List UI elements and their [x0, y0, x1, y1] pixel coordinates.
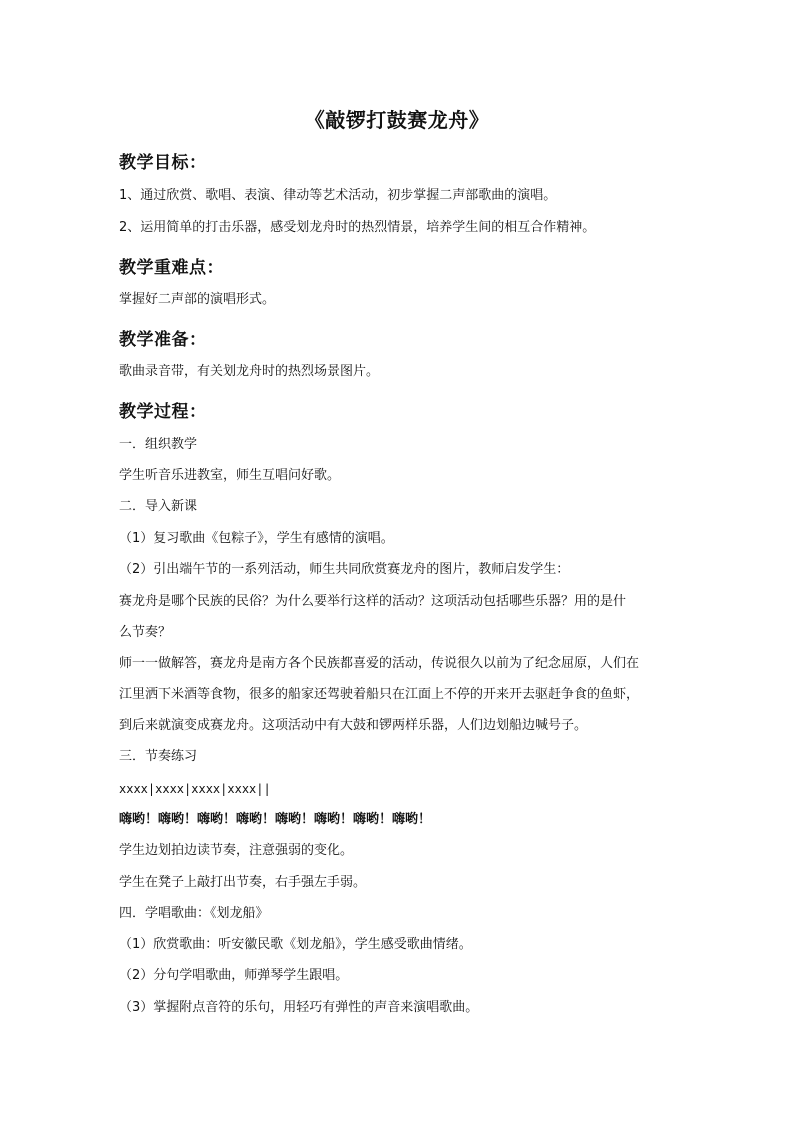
process-line: 到后来就演变成赛龙舟。这项活动中有大鼓和锣两样乐器，人们边划船边喊号子。	[119, 718, 588, 733]
goal-item-1: 1、通过欣赏、歌唱、表演、律动等艺术活动，初步掌握二声部歌曲的演唱。	[119, 188, 557, 203]
process-step-3-heading: 三．节奏练习	[119, 749, 198, 764]
process-line: 学生在凳子上敲打出节奏，右手强左手弱。	[119, 875, 367, 890]
process-line: 江里洒下米酒等食物，很多的船家还驾驶着船只在江面上不停的开来开去驱赶争食的鱼虾，	[119, 687, 640, 702]
heading-preparation: 教学准备：	[119, 330, 207, 350]
process-line: （3）掌握附点音符的乐句，用轻巧有弹性的声音来演唱歌曲。	[119, 1000, 479, 1015]
preparation-text: 歌曲录音带，有关划龙舟时的热烈场景图片。	[119, 364, 380, 379]
process-line: 学生听音乐进教室，师生互唱问好歌。	[119, 468, 341, 483]
process-line: 么节奏？	[119, 625, 172, 640]
process-line: （1）欣赏歌曲：听安徽民歌《划龙船》，学生感受歌曲情绪。	[119, 937, 472, 952]
process-step-1-heading: 一．组织教学	[119, 437, 198, 452]
heading-teaching-goals: 教学目标：	[119, 153, 207, 173]
heading-key-points: 教学重难点：	[119, 258, 224, 278]
goal-item-2: 2、运用简单的打击乐器，感受划龙舟时的热烈情景，培养学生间的相互合作精神。	[119, 220, 596, 235]
process-line: （1）复习歌曲《包粽子》，学生有感情的演唱。	[119, 531, 394, 546]
process-line: 师一一做解答，赛龙舟是南方各个民族都喜爱的活动，传说很久以前为了纪念屈原，人们在	[119, 656, 640, 671]
document-title: 《敲锣打鼓赛龙舟》	[304, 108, 490, 132]
rhythm-chant: 嗨哟！嗨哟！嗨哟！嗨哟！嗨哟！嗨哟！嗨哟！嗨哟！	[119, 812, 432, 827]
process-line: （2）分句学唱歌曲，师弹琴学生跟唱。	[119, 968, 349, 983]
process-line: （2）引出端午节的一系列活动，师生共同欣赏赛龙舟的图片，教师启发学生：	[119, 562, 570, 577]
process-step-2-heading: 二．导入新课	[119, 499, 198, 514]
process-step-4-heading: 四．学唱歌曲：《划龙船》	[119, 906, 269, 921]
rhythm-notation: xxxx|xxxx|xxxx|xxxx||	[119, 782, 271, 796]
heading-teaching-process: 教学过程：	[119, 402, 207, 422]
process-line: 学生边划拍边读节奏，注意强弱的变化。	[119, 843, 354, 858]
process-line: 赛龙舟是哪个民族的民俗？为什么要举行这样的活动？这项活动包括哪些乐器？用的是什	[119, 594, 627, 609]
key-points-text: 掌握好二声部的演唱形式。	[119, 292, 276, 307]
